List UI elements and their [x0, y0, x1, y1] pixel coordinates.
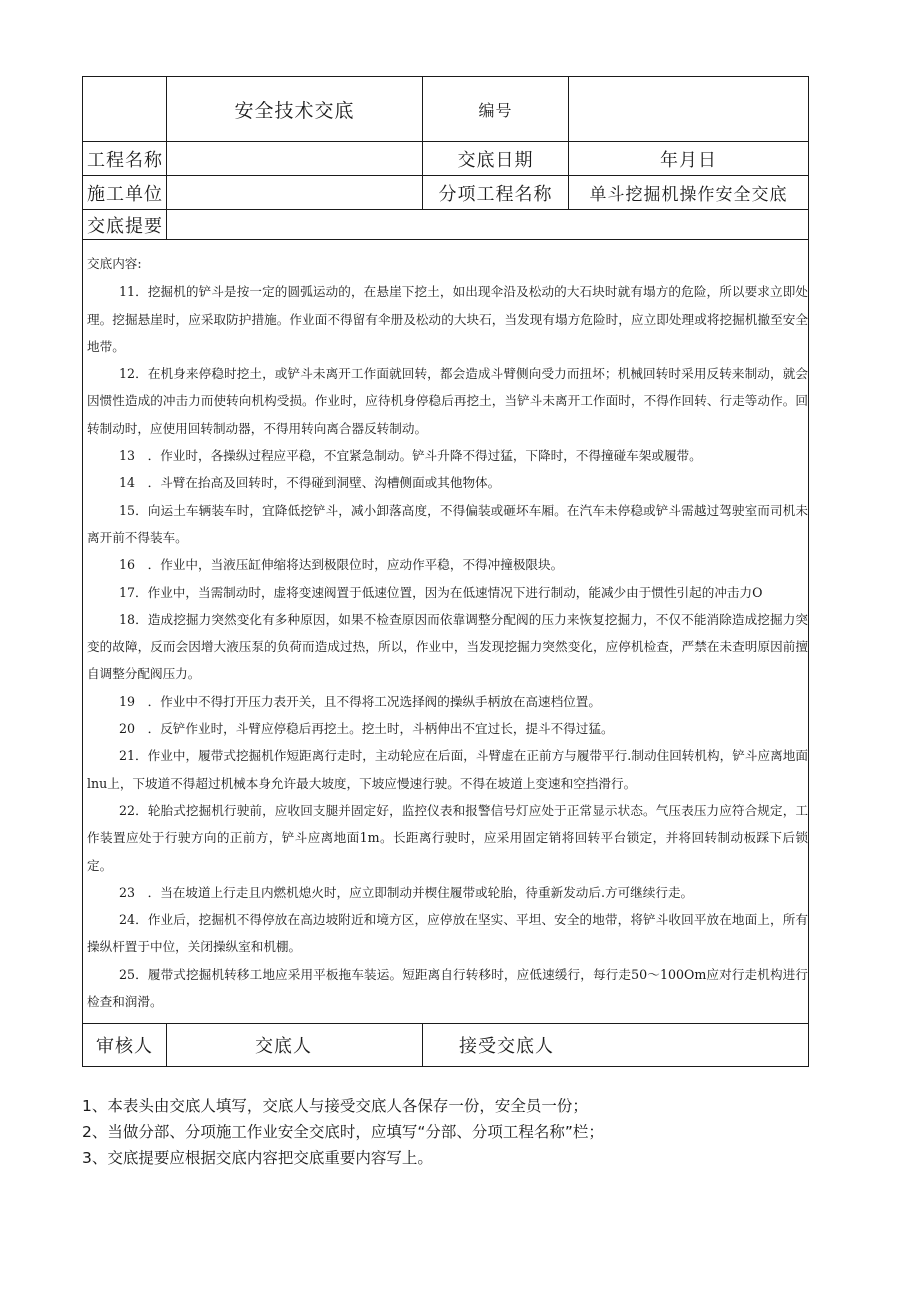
- unit-value[interactable]: [167, 176, 423, 210]
- content-item: 20 ．反铲作业时，斗臂应停稳后再挖土。挖土时，斗柄伸出不宜过长，提斗不得过猛。: [119, 721, 614, 737]
- content-item: 11．挖掘机的铲斗是按一定的圆弧运动的，在悬崖下挖土，如出现伞沿及松动的大石块时就有塌方的危险，所以要求立即处理。挖掘悬崖时，应采取防护措施。作业面不得留有伞册及松动的大块石，当发现有塌方危险时，应立即处理或将挖掘机撤至安全地带。: [87, 284, 808, 354]
- content-item: 14 ．斗臂在抬高及回转时，不得碰到洞壁、沟槽侧面或其他物体。: [119, 475, 501, 491]
- page-title: 安全技术交底: [167, 77, 423, 142]
- reviewer-label: 审核人: [83, 1024, 167, 1067]
- disclosure-content: [83, 240, 809, 1024]
- content-item: 15．向运土车辆装车时，宜降低挖铲斗，减小卸落高度，不得偏装或砸坏车厢。在汽车未停稳或铲斗需越过驾驶室而司机未离开前不得装车。: [87, 502, 808, 545]
- content-item: 21．作业中，履带式挖掘机作短距离行走时，主动轮应在后面，斗臂虚在正前方与履带平行.制动住回转机构，铲斗应离地面lnu上，下坡道不得超过机械本身允许最大坡度，下坡应慢速行驶。不得在坡道上变速和空挡滑行。: [87, 748, 808, 791]
- number-value[interactable]: [569, 77, 809, 142]
- content-item: 25．履带式挖掘机转移工地应采用平板拖车装运。短距离自行转移时，应低速缓行，每行走50～100Om应对行走机构进行检查和润滑。: [87, 966, 808, 1010]
- summary-label: 交底提要: [83, 210, 167, 240]
- discloser-label: 交底人: [167, 1024, 423, 1067]
- subproject-value[interactable]: 单斗挖掘机操作安全交底: [569, 176, 809, 210]
- content-item: 18．造成挖掘力突然变化有多种原因，如果不检查原因而依靠调整分配阀的压力来恢复挖掘力，不仅不能消除造成挖掘力突变的故障，反而会因增大液压泵的负荷而造成过热，所以，作业中，当发现挖掘力突然变化，应停机检查，严禁在未查明原因前擅自调整分配阀压力。: [87, 611, 808, 682]
- content-item: 23 ．当在坡道上行走且内燃机熄火时，应立即制动并楔住履带或轮胎，待重新发动后.方可继续行走。: [119, 884, 694, 900]
- number-label: 编号: [423, 77, 569, 142]
- note-item: 1、本表头由交底人填写，交底人与接受交底人各保存一份，安全员一份；: [82, 1097, 588, 1115]
- content-heading: 交底内容:: [87, 256, 142, 271]
- unit-label: 施工单位: [83, 176, 167, 210]
- date-label: 交底日期: [423, 142, 569, 176]
- logo-cell: [83, 77, 167, 142]
- form-table: [82, 76, 809, 1067]
- summary-value[interactable]: [167, 210, 809, 240]
- content-item: 19 ．作业中不得打开压力表开关，且不得将工况选择阀的操纵手柄放在高速档位置。: [119, 693, 601, 709]
- receiver-label: 接受交底人: [423, 1024, 809, 1067]
- content-item: 22．轮胎式挖掘机行驶前，应收回支腿并固定好，监控仪表和报警信号灯应处于正常显示状态。气压表压力应符合规定，工作装置应处于行驶方向的正前方，铲斗应离地面1m。长距离行驶时，应采用固定销将回转平台锁定，并将回转制动板踩下后锁定。: [87, 802, 808, 873]
- content-item: 12．在机身来停稳时挖土，或铲斗未离开工作面就回转，都会造成斗臂侧向受力而扭坏；机械回转时采用反转来制动，就会因惯性造成的冲击力而使转向机构受损。作业时，应待机身停稳后再挖土，当铲斗未离开工作面时，不得作回转、行走等动作。回转制动时，应使用回转制动器，不得用转向离合器反转制动。: [87, 366, 808, 436]
- content-item: 16 ．作业中，当液压缸伸缩将达到极限位时，应动作平稳，不得冲撞极限块。: [119, 557, 564, 573]
- date-value[interactable]: 年月日: [569, 142, 809, 176]
- note-item: 3、交底提要应根据交底内容把交底重要内容写上。: [82, 1149, 433, 1167]
- project-name-value[interactable]: [167, 142, 423, 176]
- form-notes: [82, 1093, 808, 1171]
- subproject-label: 分项工程名称: [423, 176, 569, 210]
- content-item: 13 ．作业时，各操纵过程应平稳，不宜紧急制动。铲斗升降不得过猛，下降时，不得撞碰车架或履带。: [119, 448, 702, 464]
- project-name-label: 工程名称: [83, 142, 167, 176]
- safety-disclosure-form: [82, 76, 808, 1067]
- content-item: 24．作业后，挖掘机不得停放在高边坡附近和境方区，应停放在坚实、平坦、安全的地带，将铲斗收回平放在地面上，所有操纵杆置于中位，关闭操纵室和机棚。: [87, 912, 808, 955]
- content-item: 17．作业中，当需制动时，虚将变速阀置于低速位置，因为在低速情况下进行制动，能减少由于惯性引起的冲击力O: [119, 584, 763, 600]
- note-item: 2、当做分部、分项施工作业安全交底时，应填写“分部、分项工程名称”栏；: [82, 1123, 604, 1141]
